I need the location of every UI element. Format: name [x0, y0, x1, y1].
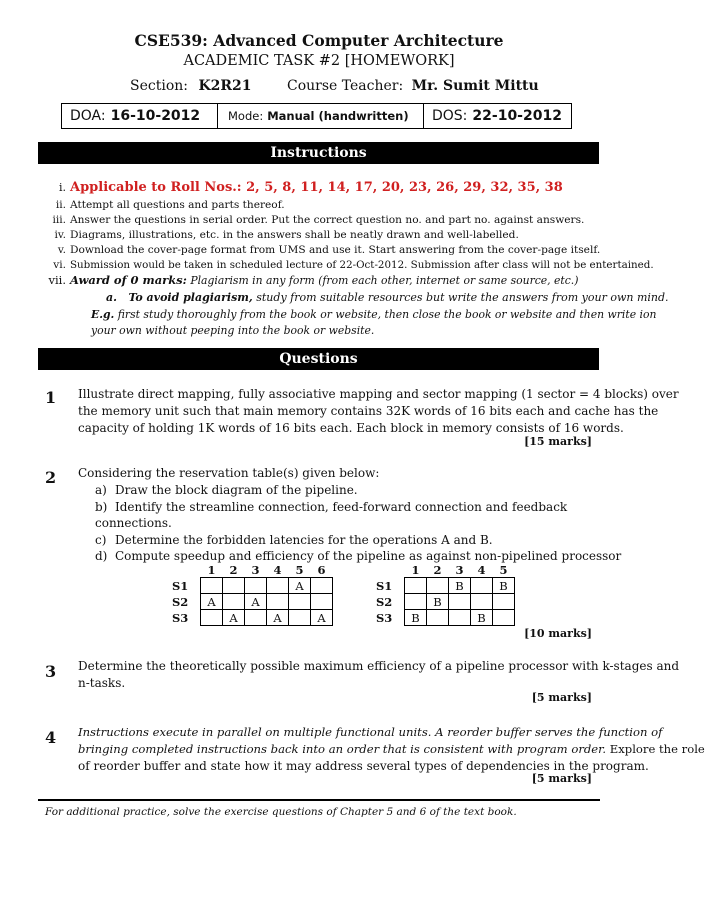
- question-marks: [5 marks]: [531, 691, 592, 704]
- stage-label: S1: [172, 578, 189, 593]
- table-cell: B: [471, 610, 493, 626]
- q1-line: the memory unit such that main memory contains 32K words of 16 bits each and cache has the: [78, 404, 659, 418]
- table-row: [376, 594, 515, 610]
- part-label: d): [95, 549, 108, 564]
- table-corner: [172, 562, 201, 578]
- instruction-text-bold: Award of 0 marks:: [70, 273, 187, 287]
- table-cell: [311, 578, 333, 594]
- table-cell: [201, 578, 223, 594]
- question-number: 3: [45, 662, 57, 681]
- eg-text: first study thoroughly from the book or website, then close the book or website and then write ion: [114, 308, 657, 321]
- question-marks: [15 marks]: [524, 435, 592, 448]
- eg-text-2: your own without peeping into the book or website.: [91, 324, 375, 337]
- table-cell: B: [449, 578, 471, 594]
- reservation-table-a: [172, 562, 333, 626]
- instruction-num: iv.: [54, 229, 66, 241]
- instruction-num: v.: [57, 244, 66, 256]
- q4-line-italic: bringing completed instructions back into an order that is consistent with program order.: [78, 742, 607, 756]
- q4-line: of reorder buffer and state how it may address several types of dependencies in the program.: [78, 759, 649, 773]
- question-number: 2: [45, 468, 57, 487]
- table-cell: [245, 610, 267, 626]
- table-cell: B: [405, 610, 427, 626]
- table-row: [172, 578, 333, 594]
- teacher-label: Course Teacher:: [287, 78, 404, 94]
- question-2-parts: [95, 482, 638, 565]
- table-cell: [471, 594, 493, 610]
- instruction-num: ii.: [55, 199, 66, 211]
- mode-value: Manual (handwritten): [267, 109, 409, 123]
- table-col-header: 4: [273, 562, 282, 577]
- q3-line: Determine the theoretically possible maximum efficiency of a pipeline processor with k-stages and: [78, 659, 680, 673]
- table-col-header: 2: [433, 562, 442, 577]
- mode-box: [217, 103, 424, 129]
- doa-label: DOA:: [70, 108, 106, 124]
- dos-box: [423, 103, 572, 129]
- table-cell: [289, 594, 311, 610]
- instruction-text-wrap: [70, 273, 578, 289]
- table-header-row: [172, 562, 333, 578]
- part-text: Draw the block diagram of the pipeline.: [115, 483, 358, 497]
- question-4-text: [78, 724, 705, 775]
- eg-bold: E.g.: [91, 308, 115, 321]
- table-row: [172, 594, 333, 610]
- table-col-header: 5: [499, 562, 508, 577]
- instruction-text: Attempt all questions and parts thereof.: [70, 199, 285, 211]
- part-label: a): [95, 483, 107, 497]
- mode-label: Mode:: [228, 109, 264, 123]
- q1-line: Illustrate direct mapping, fully associative mapping and sector mapping (1 sector = 4 blocks) over: [78, 387, 679, 401]
- doa-value: 16-10-2012: [110, 108, 201, 124]
- table-cell: [493, 594, 515, 610]
- question-number: 1: [45, 388, 57, 407]
- instruction-text: Submission would be taken in scheduled lecture of 22-Oct-2012. Submission after class will not be entertained.: [70, 259, 654, 271]
- instruction-num: iii.: [52, 214, 66, 226]
- question-marks: [5 marks]: [531, 772, 592, 785]
- stage-label: S1: [376, 578, 393, 593]
- instruction-text: Applicable to Roll Nos.: 2, 5, 8, 11, 14, 17, 20, 23, 26, 29, 32, 35, 38: [70, 180, 563, 195]
- part-item: [95, 499, 638, 532]
- q1-line: capacity of holding 1K words of 16 bits each. Each block in memory consists of 16 words.: [78, 421, 624, 435]
- table-col-header: 5: [295, 562, 304, 577]
- part-item: [95, 482, 638, 499]
- table-cell: [405, 578, 427, 594]
- subitem-text: study from suitable resources but write the answers from your own mind.: [252, 291, 669, 304]
- instruction-text: Answer the questions in serial order. Put the correct question no. and part no. against answers.: [70, 214, 585, 226]
- instructions-heading: Instructions: [38, 142, 599, 164]
- subitem-label: a.: [106, 291, 117, 304]
- part-label: c): [95, 532, 107, 547]
- q3-line: n-tasks.: [78, 676, 126, 690]
- part-text: Identify the streamline connection, feed-forward connection and feedback connections.: [95, 499, 568, 531]
- table-cell: [201, 610, 223, 626]
- table-cell: A: [267, 610, 289, 626]
- table-cell: [427, 610, 449, 626]
- table-cell: [289, 610, 311, 626]
- stage-label: S2: [376, 594, 393, 609]
- part-label: b): [95, 499, 108, 514]
- table-cell: [471, 578, 493, 594]
- instructions-list: [38, 180, 669, 340]
- stage-label: S2: [172, 594, 189, 609]
- section-label: Section:: [130, 78, 188, 94]
- table-row: [376, 610, 515, 626]
- table-cell: B: [493, 578, 515, 594]
- table-cell: A: [245, 594, 267, 610]
- table-col-header: 4: [477, 562, 486, 577]
- table-cell: A: [311, 610, 333, 626]
- question-2-intro: Considering the reservation table(s) given below:: [78, 466, 380, 480]
- stage-label: S3: [172, 610, 189, 625]
- table-col-header: 1: [207, 562, 216, 577]
- table-cell: [267, 578, 289, 594]
- q4-line-rest: Explore the role: [606, 742, 705, 756]
- footer-note: For additional practice, solve the exercise questions of Chapter 5 and 6 of the text book.: [45, 806, 517, 818]
- table-header-row: [376, 562, 515, 578]
- table-cell: [405, 594, 427, 610]
- table-cell: B: [427, 594, 449, 610]
- reservation-table-b: [376, 562, 515, 626]
- table-cell: [267, 594, 289, 610]
- instruction-subitem: [106, 290, 669, 306]
- table-cell: [223, 578, 245, 594]
- table-cell: A: [201, 594, 223, 610]
- section-info: [130, 78, 251, 94]
- part-text: Determine the forbidden latencies for the operations A and B.: [115, 532, 493, 547]
- question-3-text: [78, 658, 680, 692]
- table-cell: A: [223, 610, 245, 626]
- instruction-num: vi.: [53, 259, 66, 271]
- section-value: K2R21: [198, 78, 252, 94]
- table-col-header: 2: [229, 562, 238, 577]
- footer-divider: [38, 799, 600, 801]
- instruction-num: vii.: [48, 273, 66, 287]
- table-cell: [493, 610, 515, 626]
- instruction-eg: [91, 307, 656, 323]
- question-number: 4: [45, 728, 57, 747]
- task-title: ACADEMIC TASK #2 [HOMEWORK]: [183, 53, 455, 69]
- questions-heading: Questions: [38, 348, 599, 370]
- instruction-text: Plagiarism in any form (from each other, internet or same source, etc.): [186, 274, 579, 287]
- table-col-header: 3: [251, 562, 260, 577]
- dos-label: DOS:: [432, 108, 468, 124]
- table-cell: [223, 594, 245, 610]
- q4-line-2: [78, 741, 705, 758]
- doa-box: [61, 103, 218, 129]
- table-col-header: 1: [411, 562, 420, 577]
- dos-value: 22-10-2012: [472, 108, 562, 124]
- stage-label: S3: [376, 610, 393, 625]
- part-item: [95, 532, 638, 549]
- instruction-text: Download the cover-page format from UMS and use it. Start answering from the cover-page itself.: [70, 244, 601, 256]
- instruction-text: Diagrams, illustrations, etc. in the answers shall be neatly drawn and well-labelled.: [70, 229, 519, 241]
- table-cell: [449, 610, 471, 626]
- part-text: Compute speedup and efficiency of the pipeline as against non-pipelined processor: [115, 549, 622, 564]
- instruction-num: i.: [58, 181, 66, 194]
- instruction-eg-cont: [91, 323, 374, 339]
- course-title: CSE539: Advanced Computer Architecture: [134, 31, 504, 50]
- table-cell: [311, 594, 333, 610]
- teacher-info: [287, 78, 539, 94]
- table-col-header: 6: [317, 562, 326, 577]
- subitem-bold: To avoid plagiarism,: [128, 291, 253, 304]
- table-cell: [245, 578, 267, 594]
- table-col-header: 3: [455, 562, 464, 577]
- table-corner: [376, 562, 405, 578]
- q4-line: Instructions execute in parallel on multiple functional units. A reorder buffer serves the function of: [78, 725, 663, 739]
- teacher-value: Mr. Sumit Mittu: [411, 78, 539, 94]
- table-cell: [427, 578, 449, 594]
- table-cell: A: [289, 578, 311, 594]
- question-1-text: [78, 386, 679, 437]
- table-row: [172, 610, 333, 626]
- table-cell: [449, 594, 471, 610]
- table-row: [376, 578, 515, 594]
- question-marks: [10 marks]: [524, 627, 592, 640]
